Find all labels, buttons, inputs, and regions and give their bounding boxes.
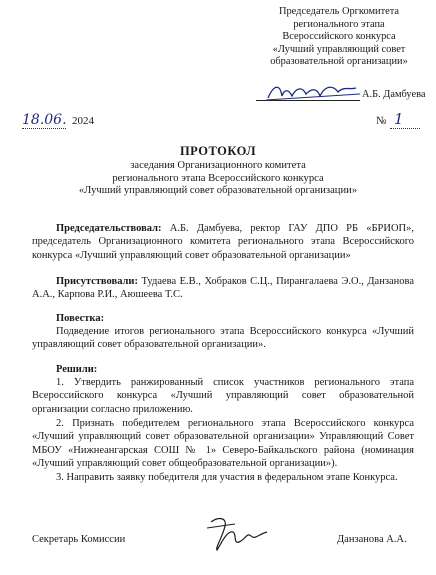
approval-line: Всероссийского конкурса — [282, 31, 396, 43]
chair-label: Председательствовал: — [56, 223, 162, 234]
chair-paragraph — [32, 222, 414, 262]
secretary-signature — [205, 514, 271, 554]
chair-text: А.Б. Дамбуева, ректор ГАУ ДПО РБ «БРИОП», председатель Организационного комитета регионального этапа Всероссийского конкурса «Лучший управляющий совет образовательной организации» — [32, 223, 414, 261]
date-year: 2024 — [72, 115, 94, 127]
date-number-row — [22, 112, 418, 132]
present-paragraph — [32, 275, 414, 302]
approval-block — [246, 6, 432, 69]
subtitle-line: заседания Организационного комитета — [130, 160, 306, 171]
approval-line: образовательной организации» — [270, 56, 408, 68]
subtitle-line: регионального этапа Всероссийского конкурса — [112, 172, 324, 184]
approval-signer-name: А.Б. Дамбуева — [362, 89, 426, 100]
agenda-heading: Повестка: — [56, 313, 105, 324]
approval-signature-row — [256, 84, 432, 106]
document-title: ПРОТОКОЛ — [179, 144, 257, 158]
number-handwritten: 1 — [394, 110, 404, 128]
secretary-label: Секретарь Комиссии — [32, 534, 126, 545]
approval-line: Председатель Оргкомитета — [278, 6, 400, 17]
subtitle-line: «Лучший управляющий совет образовательной организации» — [78, 185, 358, 196]
decision-item: 1. Утвердить ранжированный список участников регионального этапа Всероссийского конкурса «Лучший управляющий совет образовательной организации согласно приложению. — [32, 377, 414, 415]
decision-item: 3. Направить заявку победителя для участия в федеральном этапе Конкурса. — [56, 472, 398, 483]
secretary-name: Данзанова А.А. — [337, 534, 407, 545]
decided-heading: Решили: — [56, 364, 98, 375]
decision-item: 2. Признать победителем регионального этапа Всероссийского конкурса «Лучший управляющий совет образовательной организации» Управляющий Совет МБОУ «Нижнеангарская СОШ № 1» Северо-Байкальского района (номинация «Лучший управляющий совет общеобразовательной организации»). — [32, 418, 414, 469]
agenda-text: Подведение итогов регионального этапа Всероссийского конкурса «Лучший управляющий совет образовательной организации». — [32, 326, 414, 351]
present-text: Тудаева Е.В., Хобраков С.Ц., Пирангалаева Э.О., Данзанова А.А., Карпова Р.И., Аюшеева Т.С. — [32, 276, 414, 301]
number-underline — [390, 128, 420, 129]
date-underline — [22, 128, 66, 129]
approval-line: «Лучший управляющий совет — [272, 43, 406, 55]
date-handwritten: 18.06. — [22, 112, 67, 128]
document-subtitle — [60, 160, 376, 198]
present-label: Присутствовали: — [56, 276, 138, 287]
approval-signature — [264, 80, 364, 104]
number-label: № — [376, 115, 387, 127]
approval-line: регионального этапа — [293, 18, 385, 30]
